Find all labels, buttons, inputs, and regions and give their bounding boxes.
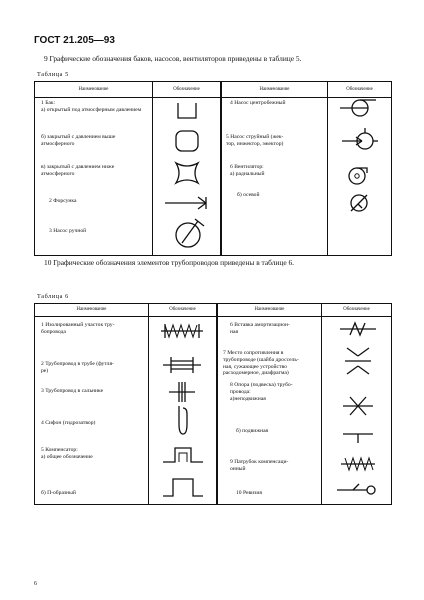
table5-row-fan: 6 Вентилятор: а) радиальный <box>230 164 265 177</box>
axial-fan-icon <box>348 192 370 214</box>
inspection-icon <box>337 482 377 498</box>
shock-insert-icon <box>340 322 376 336</box>
table6-row-inspection: 10 Ревизия <box>236 490 262 496</box>
pipe-in-gland-icon <box>169 380 195 404</box>
table5-row-tank-above: б) закрытый с давлением выше атмосферного <box>41 134 116 147</box>
radial-fan-icon <box>347 164 369 186</box>
table6-col-symbol-2: Обозначение <box>343 307 370 312</box>
page-header: ГОСТ 21.205—93 <box>34 35 115 46</box>
table6-row-compensation-branch: 9 Патрубок компенсаци- онный <box>230 459 289 472</box>
table5-row-centrifugal-pump: 4 Насос центробежный <box>230 100 286 106</box>
siphon-icon <box>175 406 191 436</box>
compensator-general-icon <box>163 444 203 466</box>
table6-row-shock-insert: 6 Вставка амортизацион- ная <box>230 322 290 335</box>
table5-row-tank-open: 1 Бак: а) открытый под атмосферным давлением <box>41 100 142 113</box>
table5-col-name: Наименование <box>78 87 109 92</box>
table6 <box>34 303 392 505</box>
compensation-branch-icon <box>341 452 375 476</box>
table6-row-compensator-u: б) П-образный <box>41 490 76 496</box>
table6-col-name-2: Наименование <box>254 307 285 312</box>
table5-row-tank-below: в) закрытый с давлением ниже атмосферного <box>41 164 115 177</box>
table6-row-pipe-in-gland: 3 Трубопровод в сальнике <box>41 388 104 394</box>
table6-col-symbol: Обозначение <box>169 307 196 312</box>
fixed-support-icon <box>343 394 373 418</box>
table5 <box>34 81 392 256</box>
compensator-u-icon <box>163 476 203 498</box>
table6-row-insulated-pipe: 1 Изолированный участок тру- бопровода <box>41 322 115 335</box>
tank-open-icon <box>177 102 197 120</box>
table6-row-restriction: 7 Место сопротивления в трубопроводе (шайба дроссель- ная, сужающее устройство расходомерное, диафрагма) <box>223 350 299 377</box>
tank-pressure-above-icon <box>175 130 199 152</box>
pipe-in-sleeve-icon <box>163 354 201 376</box>
table6-row-pipe-in-sleeve: 2 Трубопровод в трубе (футля- ре) <box>41 361 114 374</box>
table6-row-compensator: 5 Компенсатор: а) общее обозначение <box>41 447 93 460</box>
table5-caption: Таблица 5 <box>37 71 69 78</box>
table5-row-jet-pump: 5 Насос струйный (жек- тор, инжектор, эжектор) <box>226 134 284 147</box>
table6-col-name: Наименование <box>76 307 107 312</box>
table6-row-movable-support: б) подвижная <box>236 428 269 434</box>
table5-row-nozzle: 2 Форсунка <box>49 198 77 204</box>
table5-col-name-2: Наименование <box>259 87 290 92</box>
table6-intro: 10 Графические обозначения элементов трубопроводов приведены в таблице 6. <box>44 258 295 267</box>
table5-col-symbol-2: Обозначение <box>346 87 373 92</box>
movable-support-icon <box>343 424 373 444</box>
table5-row-axial-fan: б) осевой <box>237 192 260 198</box>
hand-pump-icon <box>173 217 207 249</box>
table6-row-siphon: 4 Сифон (гидрозатвор) <box>41 420 96 426</box>
table5-intro: 9 Графические обозначения баков, насосов, вентиляторов приведены в таблице 5. <box>44 54 302 63</box>
table6-caption: Таблица 6 <box>37 293 69 300</box>
table5-row-hand-pump: 3 Насос ручной <box>49 228 87 234</box>
page-number: 6 <box>34 581 37 587</box>
nozzle-icon <box>165 196 215 210</box>
restriction-icon <box>345 346 371 376</box>
insulated-pipe-icon <box>161 320 203 342</box>
jet-pump-icon <box>342 128 378 154</box>
centrifugal-pump-icon <box>340 96 380 120</box>
tank-pressure-below-icon <box>175 162 199 184</box>
table6-row-support: 8 Опора (подвеска) трубо- провода: а)неподвижная <box>230 382 293 402</box>
table5-col-symbol: Обозначение <box>173 87 200 92</box>
